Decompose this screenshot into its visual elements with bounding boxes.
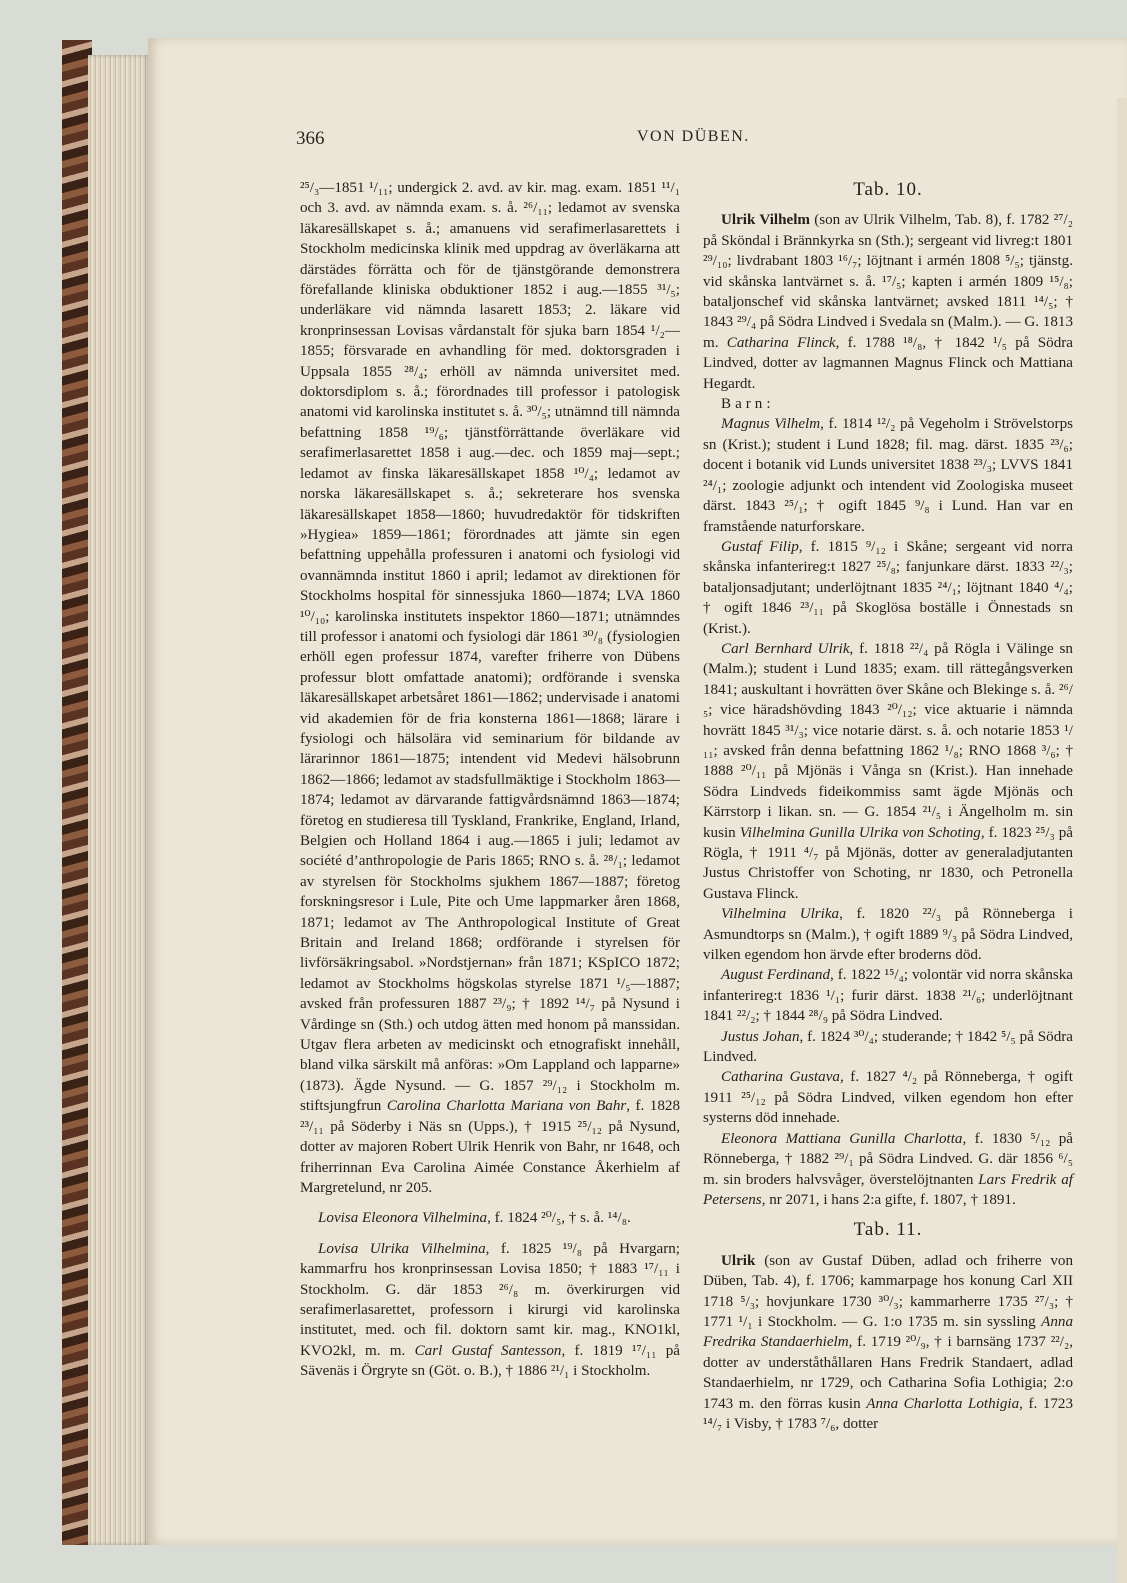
wife-name: Catharina Flinck (726, 334, 836, 351)
tab-10-intro (703, 210, 1073, 394)
entry-name: Carl Bernhard Ulrik (721, 640, 850, 657)
entry-name: Justus Johan (721, 1028, 800, 1045)
entry-text: , f. 1825 ¹⁹/₈ på Hvargarn; kammarfru hos kronprinsessan Lovisa 1850; † 1883 ¹⁷/₁₁ i Stockholm. G. där 1853 ²⁶/₈ m. överkirurgen vid serafimerlasarettet, professorn i kirurgi vid karolinska institutet, med. och fil. doktorn samt kir. mag., KNO1kl, KVO2kl, m. m. (300, 1240, 681, 1359)
wife-text: , f. 1719 ²⁰/₉, † i barnsäng 1737 ²²/₂, dotter av underståthållaren Hans Fredrik Standaert, adlad Standaerhielm, nr 1729, och Catharina Sofia Lothigia; 2:o 1743 m. den förras kusin (703, 1334, 1073, 1412)
husband-text: , nr 2071, i hans 2:a gifte, f. 1807, † 1891. (761, 1191, 1016, 1208)
entry-text: (son av Ulrik Vilhelm, Tab. 8), f. 1782 ²⁷/₂ på Sköndal i Brännkyrka sn (Sth.); sergeant vid livreg:t 1801 ²⁹/₁₀; livdrabant 1803 ¹⁶/₇; löjtnant i armén 1808 ⁵/₅; tjänstg. vid skånska lantvärnet s. å. ¹⁷/₅; kapten i armén 1809 ¹⁵/₈; bataljonschef vid skånska lantvärnet; avsked 1811 ¹⁴/₅; † 1843 ²⁹/₄ på Södra Lindved i Svedala sn (Malm.). — G. 1813 m. (703, 212, 1073, 351)
page-edges (88, 55, 150, 1545)
tab-11-heading: Tab. 11. (853, 1219, 923, 1241)
wife-name: Vilhelmina Gunilla Ulrika von Schoting (739, 824, 981, 841)
entry-august (703, 965, 1073, 1026)
entry-text: , f. 1824 ³⁰/₄; studerande; † 1842 ⁵/₅ på Södra Lindved. (703, 1028, 1073, 1066)
husband-name: Carl Gustaf Santesson (414, 1342, 562, 1359)
wife-text: , f. 1823 ²⁵/₃ på Rögla, † 1911 ⁴/₇ på Mjönäs, dotter av generaladjutanten Justus Christoffer von Schoting, nr 1830, och Petronella Gustava Flinck. (703, 824, 1074, 902)
entry-text: , f. 1818 ²²/₄ på Rögla i Välinge sn (Malm.); student i Lund 1835; exam. till rättegångsverken 1841; auskultant i hovrätten över Skåne och Blekinge s. å. ²⁶/₅; vice häradshövding 1843 ²⁰/₁₂; vice aktuarie i nämnda hovrätt 1845 ³¹/₃; vice notarie därst. s. å. och notarie 1853 ¹/₁₁; avsked från denna befattning 1862 ¹/₈; RNO 1868 ³/₆; † 1888 ²⁰/₁₁ på Mjönäs i Vånga sn (Krist.). Han innehade Södra Lindveds fideikommiss samt ägde Mjönäs och Kärrstorp i likan. sn. — G. 1854 ²¹/₅ i Ängelholm m. sin kusin (703, 640, 1073, 841)
entry-justus (703, 1027, 1073, 1068)
entry-name: Lovisa Ulrika Vilhelmina (318, 1240, 486, 1257)
biography-paragraph (300, 178, 680, 1198)
entry-vilhelmina (703, 904, 1073, 965)
entry-text: , f. 1815 ⁹/₁₂ i Skåne; sergeant vid norra skånska infanterireg:t 1827 ²⁵/₈; fanjunkare därst. 1833 ²²/₃; bataljonsadjutant; underlöjtnant 1835 ²⁴/₁; löjtnant 1840 ⁴/₄; † ogift 1846 ²³/₁₁ på Skoglösa boställe i Önnestads sn (Krist.). (703, 538, 1073, 637)
entry-name: Catharina Gustava (721, 1069, 840, 1086)
entry-carl (703, 639, 1073, 904)
entry-magnus (703, 414, 1073, 536)
wife-name: Anna Charlotta Lothigia (866, 1395, 1020, 1412)
entry-lovisa-eleonora (300, 1208, 680, 1228)
wife-name: Carolina Charlotta Mariana von Bahr (386, 1098, 627, 1115)
entry-text: , f. 1822 ¹⁵/₄; volontär vid norra skånska infanterireg:t 1836 ¹/₁; furir därst. 1838 ²¹/₆; underlöjtnant 1841 ²²/₂; † 1844 ²⁸/₉ på Södra Lindved. (703, 967, 1073, 1025)
entry-name: Lovisa Eleonora Vilhelmina (318, 1210, 488, 1227)
entry-name: Gustaf Filip (721, 538, 799, 555)
entry-lovisa-ulrika (300, 1239, 680, 1382)
husband-text: , f. 1819 ¹⁷/₁₁ på Sävenäs i Örgryte sn (Göt. o. B.), † 1886 ²¹/₁ i Stockholm. (300, 1342, 681, 1380)
entry-name: Eleonora Mattiana Gunilla Charlotta (721, 1130, 963, 1147)
entry-catharina (703, 1067, 1073, 1128)
wife-name: Anna Fredrika Standaerhielm (703, 1313, 1073, 1351)
entry-text: , f. 1814 ¹²/₂ på Vegeholm i Strövelstorps sn (Krist.); student i Lund 1828; fil. mag. därst. 1835 ²³/₆; docent i botanik vid Lunds universitet 1838 ²³/₃; LVVS 1841 ²⁴/₁; zoologie adjunkt och intendent vid Zoologiska museet därst. 1843 ²⁵/₁; † ogift 1845 ⁹/₈ i Lund. Han var en framstående naturforskare. (703, 416, 1074, 535)
right-column (703, 178, 1073, 1434)
entry-text: , f. 1824 ²⁰/₅, † s. å. ¹⁴/₈. (487, 1210, 631, 1227)
entry-name: August Ferdinand (721, 967, 831, 984)
entry-name: Vilhelmina Ulrika (721, 906, 840, 923)
wife-text: , f. 1723 ¹⁴/₇ i Visby, † 1783 ⁷/₆, dotter (703, 1395, 1074, 1432)
next-page-edge (1117, 98, 1127, 1583)
biography-text: ²⁵/₃—1851 ¹/₁₁; undergick 2. avd. av kir. mag. exam. 1851 ¹¹/₁ och 3. avd. av nämnda exam. s. å. ²⁶/₁₁; ledamot av svenska läkaresällskapet s. å.; amanuens vid serafimerlasarettets i Stockholm medicinska klinik med uppdrag av överläkarna att därstädes förrätta och för de tjänstgörande demonstrera förefallande kliniska obduktioner 1852 i aug.—1855 ³¹/₅; underläkare vid nämnda lasarett 1853; 2. läkare vid kronprinsessan Lovisas vårdanstalt för sjuka barn 1854 ¹/₂—1855; försvarade en avhandling för med. doktorsgraden i Uppsala 1855 ²⁸/₄; erhöll av nämnda universitet med. doktorsdiplom s. å.; förordnades till professor i patologisk anatomi vid karolinska institutet s. å. ³⁰/₅; utnämnd till nämnda befattning 1858 ¹⁹/₆; tjänstförrättande överläkare vid serafimerlasarettet 1858 i aug.—dec. och 1859 maj—sept.; ledamot av finska läkaresällskapet 1858 ¹⁰/₄; ledamot av norska läkaresällskapet s. å.; sekreterare hos svenska läkaresällskapet 1858—1860; huvudredaktör för tidskriften »Hygiea» 1859—1861; förordnades att jämte sin egen befattning uppehålla professuren i anatomi och fysiologi vid ovannämnda institut 1860 i april; ledamot av direktionen för Stockholms hospital för sinnessjuka 1860—1874; LVA 1860 ¹⁰/₁₀; karolinska institutets inspektor 1860—1871; utnämndes till professor i anatomi och fysiologi där 1861 ³⁰/₈ (fysiologien erhöll egen professur 1874, varefter friherre von Dübens professur blott omfattade anatomi); ordförande i svenska läkaresällskapet arbetsåret 1861—1862; undervisade i anatomi vid akademien för de fria konsterna 1861—1868; lärare i fysiologi och hälsolära vid seminarium för bildande av lärarinnor 1861—1875; intendent vid Medevi hälsobrunn 1862—1866; ledamot av stadsfullmäktige i Stockholm 1863—1874; ledamot av därvarande fattigvårdsnämnd 1863—1874; företog en studieresa till Tyskland, Frankrike, England, Irland, Belgien och Holland 1864 i aug.—1865 i juli; ledamot av société d’anthropologie de Paris 1865; RNO s. å. ²⁸/₁; ledamot av styrelsen för Stockholms sjukhem 1867—1887; företog forskningsresor i Lule, Pite och Ume lappmarker åren 1868, 1871; ledamot av The Anthropological Institute of Great Britain and Ireland 1868; ordförande i styrelsen för livförsäkringsabol. »Nordstjernan» från 1871; KSpICO 1872; ledamot av Stockholms högskolas styrelse 1871 ¹/₅—1887; avsked från professuren 1887 ²³/₉; † 1892 ¹⁴/₇ på Nysund i Vårdinge sn (Sth.) och utdog ätten med honom på manssidan. Utgav flera arbeten av medicinskt och etnografiskt innehåll, bland vilka särskilt må anföras: »Om Lappland och lapparne» (1873). Ägde Nysund. — G. 1857 ²⁹/₁₂ i Stockholm m. stiftsjungfrun (300, 180, 680, 1115)
wife-text: , f. 1788 ¹⁸/₈, † 1842 ¹/₅ på Södra Lindved, dotter av lagmannen Magnus Flinck och Mattiana Hegardt. (703, 334, 1073, 392)
page-number: 366 (296, 128, 325, 149)
entry-name: Ulrik Vilhelm (721, 212, 810, 229)
left-column (300, 178, 680, 1382)
tab-11-intro (703, 1251, 1073, 1435)
entry-name: Magnus Vilhelm (721, 416, 821, 433)
entry-eleonora (703, 1129, 1073, 1211)
entry-text: , f. 1830 ⁵/₁₂ på Rönneberga, † 1882 ²⁹/₁ på Södra Lindved. G. där 1856 ⁶/₅ m. sin broders halvsvåger, överstelöjtnanten (703, 1130, 1073, 1188)
entry-name: Ulrik (721, 1252, 756, 1269)
tab-10-heading: Tab. 10. (853, 179, 923, 200)
entry-text: (son av Gustaf Düben, adlad och friherre von Düben, Tab. 4), f. 1706; kammarpage hos konung Carl XII 1718 ⁵/₃; hovjunkare 1730 ³⁰/₃; kammarherre 1735 ²⁷/₃; † 1771 ¹/₁ i Stockholm. — G. 1:o 1735 m. sin syssling (703, 1252, 1073, 1330)
husband-name: Lars Fredrik af Petersens (703, 1171, 1073, 1208)
children-label: Barn: (721, 396, 775, 413)
entry-text: , f. 1827 ⁴/₂ på Rönneberga, † ogift 1911 ²⁵/₁₂ på Södra Lindved, vilken egendom hon efter systerns död innehade. (703, 1069, 1073, 1127)
running-head: VON DÜBEN. (637, 128, 750, 145)
entry-gustaf (703, 537, 1073, 639)
biography-tail: , f. 1828 ²³/₁₁ på Söderby i Näs sn (Upps.), † 1915 ²⁵/₁₂ på Nysund, dotter av majoren Robert Ulrik Henrik von Bahr, nr 1648, och friherrinnan Eva Carolina Aimée Constance Åkerhielm af Margretelund, nr 205. (300, 1098, 680, 1196)
entry-text: , f. 1820 ²²/₃ på Rönneberga i Asmundtorps sn (Malm.), † ogift 1889 ⁹/₃ på Södra Lindved, vilken egendom hon ärvde efter broderns död. (703, 906, 1073, 964)
